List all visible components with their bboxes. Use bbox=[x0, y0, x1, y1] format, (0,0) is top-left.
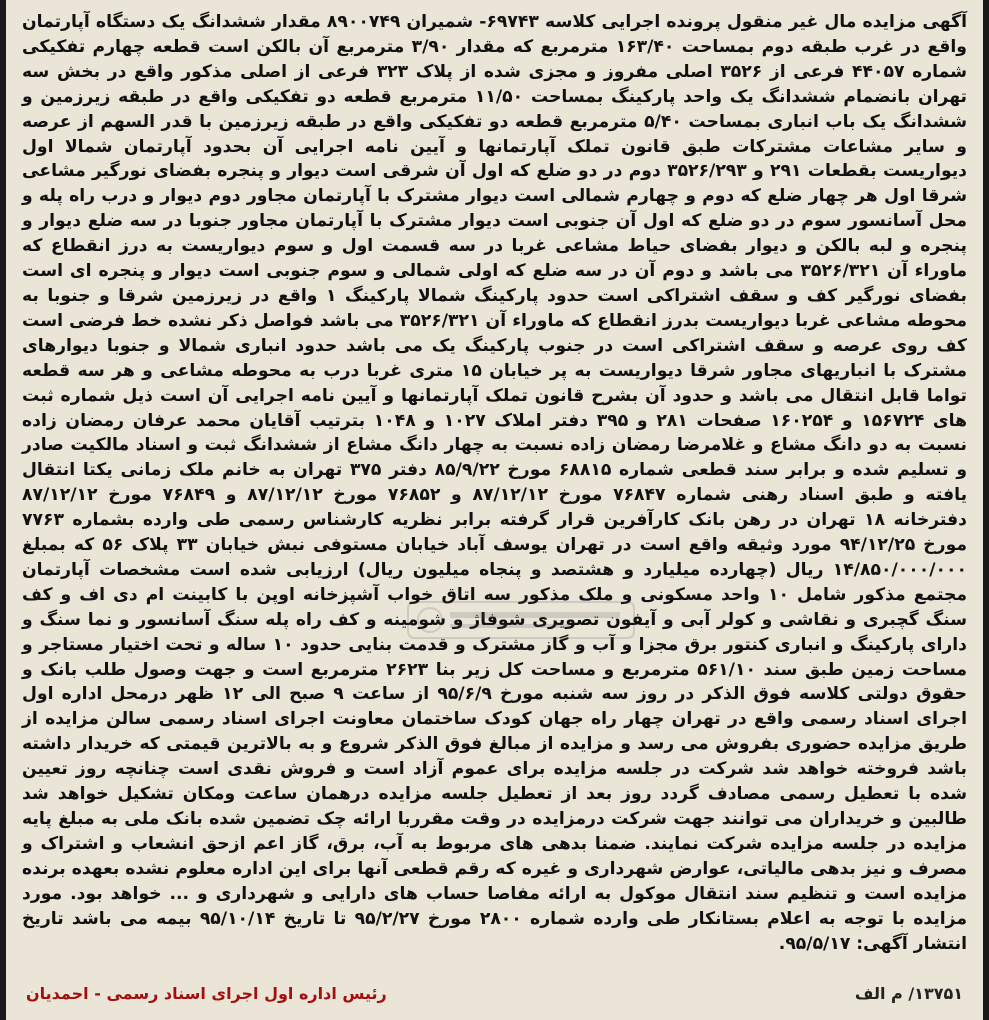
signer-name: رئیس اداره اول اجرای اسناد رسمی - احمدیان bbox=[26, 983, 387, 1003]
auction-notice-text: آگهی مزایده مال غیر منقول پرونده اجرایی کلاسه ۶۹۷۴۳- شمیران ۸۹۰۰۷۴۹ مقدار ششدانگ یک دستگاه آپارتمان واقع در غرب طبقه دوم بمساحت ۱۶۳/۴۰ مترمربع که مقدار ۳/۹۰ مترمربع آن بالکن است قطعه چهارم تفکیکی شماره ۴۴۰۵۷ فرعی از ۳۵۲۶ اصلی مفروز و مجزی شده از پلاک ۳۲۳ فرعی از اصلی مذکور واقع در بخش سه تهران بانضمام ششدانگ یک واحد پارکینگ بمساحت ۱۱/۵۰ مترمربع قطعه دو تفکیکی واقع در طبقه زیرزمین و ششدانگ یک باب انباری بمساحت ۵/۴۰ مترمربع قطعه دو تفکیکی واقع در طبقه زیرزمین با قدر السهم از عرصه و سایر مشاعات مشترکات طبق قانون تملک آپارتمانها و آیین نامه اجرایی آن بحدود آپارتمان شمالا اول دیواریست بقطعات ۲۹۱ و ۳۵۲۶/۲۹۳ دوم در دو ضلع که اول آن شرقی است دیوار و پنجره بفضای نورگیر مشاعی شرقا اول هر چهار ضلع که دوم و چهارم شمالی است دیوار مشترک با آپارتمان مجاور دوم دیوار و درب راه پله و محل آسانسور سوم در دو ضلع که اول آن جنوبی است دیوار مشترک با آپارتمان مجاور جنوبا در سه ضلع دیوار و پنجره و لبه بالکن و دیوار بفضای حیاط مشاعی غربا در سه قسمت اول و سوم دیواریست به درز انقطاع که ماوراء آن ۳۵۲۶/۳۲۱ می باشد و دوم آن در سه ضلع که اولی شمالی و سوم جنوبی است دیوار و پنجره ای است بفضای نورگیر کف و سقف اشتراکی است حدود پارکینگ شمالا پارکینگ ۱ واقع در زیرزمین شرقا و جنوبا به محوطه مشاعی غربا دیواریست بدرز انقطاع که ماوراء آن ۳۵۲۶/۳۲۱ می باشد فواصل ذکر نشده خط فرضی است کف روی عرصه و سقف اشتراکی است در جنوب پارکینگ یک می باشد حدود انباری شمالا و جنوبا دیوارهای مشترک با انباریهای مجاور شرقا دیواریست به پر خیابان ۱۵ متری غربا درب به محوطه مشاعی و هر سه قطعه تواما قابل انتقال می باشد و حدود آن بشرح قانون تملک آپارتمانها و آیین نامه اجرایی آن است ذیل شماره ثبت های ۱۵۶۷۲۴ و ۱۶۰۲۵۴ صفحات ۲۸۱ و ۳۹۵ دفتر املاک ۱۰۲۷ و ۱۰۴۸ بترتیب آقایان محمد عرفان رمضان زاده نسبت به دو دانگ مشاع و غلامرضا رمضان زاده نسبت به چهار دانگ مشاع از ششدانگ ثبت و اسناد مالکیت صادر و تسلیم شده و برابر سند قطعی شماره ۶۸۸۱۵ مورخ ۸۵/۹/۲۲ دفتر ۳۷۵ تهران به خانم ملک زمانی یکتا انتقال یافته و طبق اسناد رهنی شماره ۷۶۸۴۷ مورخ ۸۷/۱۲/۱۲ و ۷۶۸۵۲ مورخ ۸۷/۱۲/۱۲ و ۷۶۸۴۹ مورخ ۸۷/۱۲/۱۲ دفترخانه ۱۸ تهران در رهن بانک کارآفرین قرار گرفته برابر نظریه کارشناس رسمی طی وارده بشماره ۷۷۶۳ مورخ ۹۴/۱۲/۲۵ مورد وثیقه واقع است در تهران یوسف آباد خیابان مستوفی نبش خیابان ۳۳ پلاک ۵۶ که بمبلغ ۱۴/۸۵۰/۰۰۰/۰۰۰ ریال (چهارده میلیارد و هشتصد و پنجاه میلیون ریال) ارزیابی شده است مشخصات آپارتمان مجتمع مذکور شامل ۱۰ واحد مسکونی و ملک مذکور سه اتاق خواب آشپزخانه اوپن با کابینت ام دی اف و کف سنگ گچبری و نقاشی و کولر آبی و آیفون تصویری شوفاژ و شومینه و کف راه پله سنگ آسانسور و نما سنگ و دارای پارکینگ و انباری کنتور برق مجزا و آب و گاز مشترک و قدمت بنایی حدود ۱۰ ساله و تحت اختیار مستاجر و مساحت زمین طبق سند ۵۶۱/۱۰ مترمربع و مساحت کل زیر بنا ۲۶۲۳ مترمربع است و جهت وصول طلب بانک و حقوق دولتی کلاسه فوق الذکر در روز سه شنبه مورخ ۹۵/۶/۹ از ساعت ۹ صبح الی ۱۲ ظهر درمحل اداره اول اجرای اسناد رسمی واقع در تهران چهار راه جهان کودک ساختمان معاونت اجرای اسناد رسمی سالن مزایده از طریق مزایده حضوری بفروش می رسد و مزایده از مبالغ فوق الذکر شروع و به بالاترین قیمتی که خریدار داشته باشد فروخته خواهد شد شرکت در جلسه مزایده برای عموم آزاد است و فروش نقدی است چنانچه روز تعیین شده با تعطیل رسمی مصادف گردد روز بعد از تعطیل جلسه مزایده درهمان ساعت ومکان تشکیل خواهد شد طالبین و خریداران می توانند جهت شرکت درمزایده در وقت مقرربا ارائه چک تضمین شده بانک ملی به مبلغ پایه مزایده در جلسه مزایده شرکت نمایند. ضمنا بدهی های مربوط به آب، برق، گاز اعم ازحق انشعاب و اشتراک و مصرف و نیز بدهی مالیاتی، عوارض شهرداری و غیره که رقم قطعی آنها برای این اداره معلوم نشده بعهده برنده مزایده است و تنظیم سند انتقال موکول به ارائه مفاصا حساب های دارایی و شهرداری و ... خواهد بود. مورد مزایده با توجه به اعلام بستانکار طی وارده شماره ۲۸۰۰ مورخ ۹۵/۲/۲۷ تا تاریخ ۹۵/۱۰/۱۴ بیمه می باشد تاریخ انتشار آگهی: ۹۵/۵/۱۷. bbox=[22, 12, 968, 954]
reference-number: ۱۳۷۵۱/ م الف bbox=[854, 983, 963, 1003]
notice-signature bbox=[26, 980, 963, 1006]
